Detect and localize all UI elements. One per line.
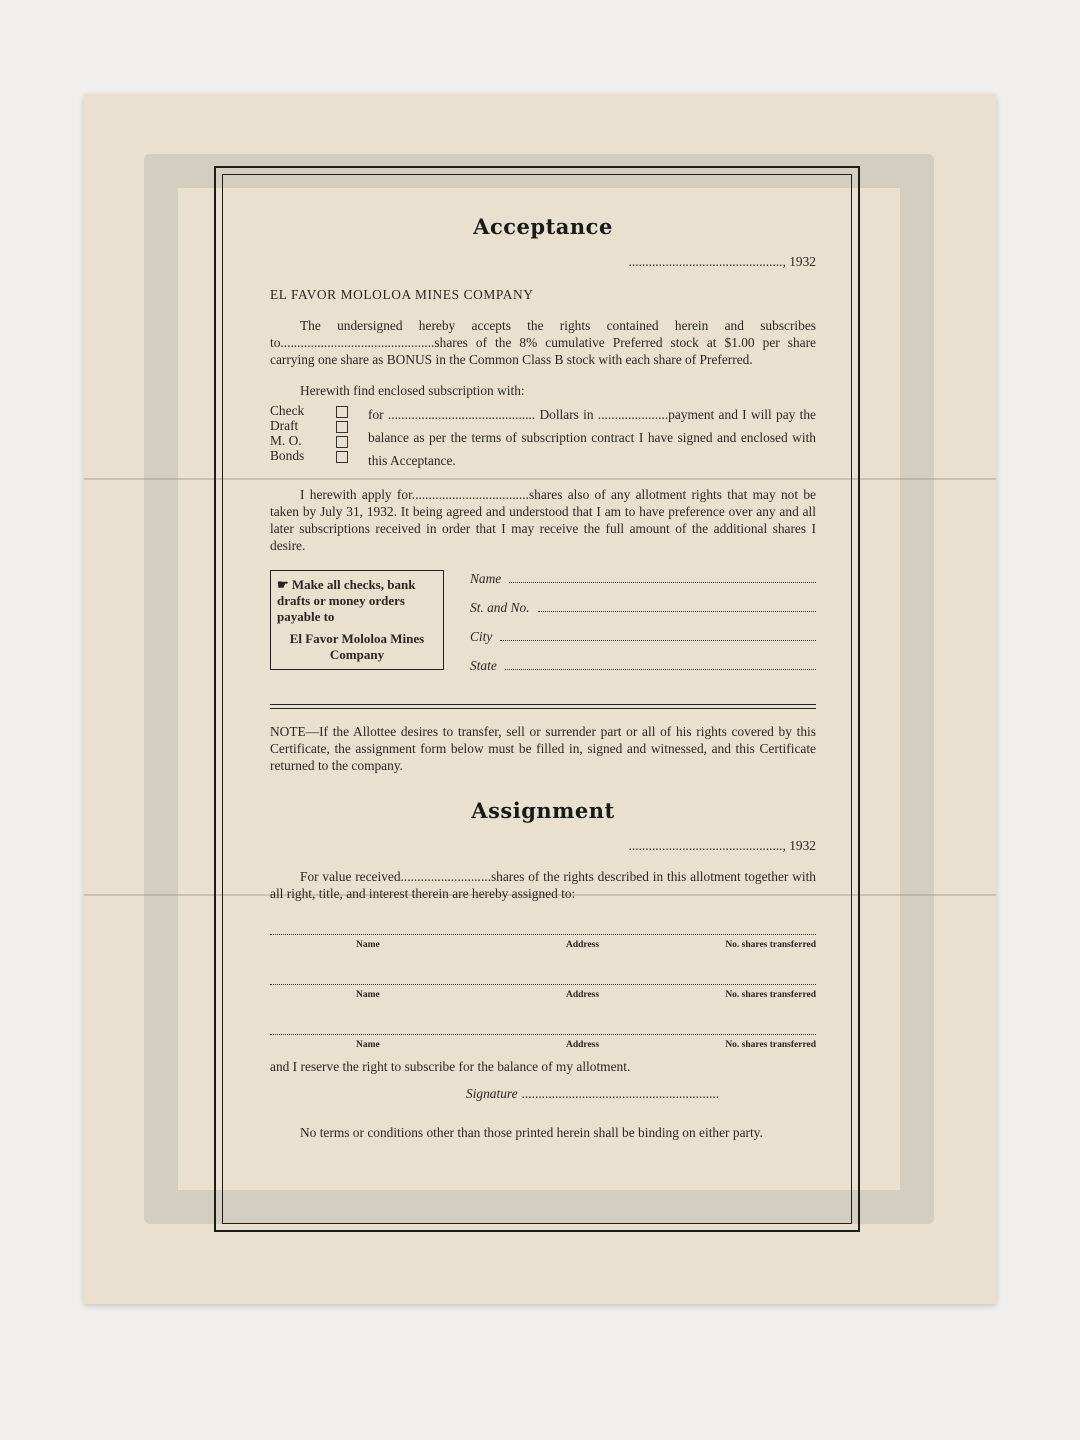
assignee-name-label: Name <box>356 940 380 950</box>
payment-label: Draft <box>270 418 299 433</box>
herewith-line: Herewith find enclosed subscription with: <box>300 383 525 398</box>
bonds-checkbox[interactable] <box>336 451 348 463</box>
payment-text: for ............................................ Dollars in .....................payment and I will pay the balance as per the terms of subscription contract I have signed and enclosed with this Acceptance. <box>368 407 816 468</box>
reserve-statement: and I reserve the right to subscribe for the balance of my allotment. <box>270 1059 631 1074</box>
money-order-checkbox[interactable] <box>336 436 348 448</box>
assignee-name-label: Name <box>356 1040 380 1050</box>
payment-method-section <box>270 403 816 472</box>
form-frame <box>214 166 860 1232</box>
assignee-shares-label: No. shares transferred <box>725 940 816 950</box>
pointing-hand-icon: ☛ <box>277 577 289 592</box>
street-label: St. and No. <box>470 600 530 615</box>
state-field[interactable] <box>505 657 816 670</box>
payment-label: M. O. <box>270 433 302 448</box>
transfer-note: NOTE—If the Allottee desires to transfer, sell or surrender part or all of his rights covered by this Certificate, the assignment form below must be filled in, signed and witnessed, and this Certificate returned to the company. <box>270 724 816 773</box>
city-field[interactable] <box>500 628 816 641</box>
assignee-address-label: Address <box>565 1040 600 1050</box>
assignee-shares-label: No. shares transferred <box>725 1040 816 1050</box>
check-checkbox[interactable] <box>336 406 348 418</box>
company-name: EL FAVOR MOLOLOA MINES COMPANY <box>270 287 534 302</box>
payment-label: Bonds <box>270 448 305 463</box>
payment-label: Check <box>270 403 305 418</box>
divider <box>270 704 816 709</box>
assignment-title: Assignment <box>471 798 615 823</box>
document-sheet <box>84 94 996 1304</box>
state-label: State <box>470 658 497 673</box>
draft-checkbox[interactable] <box>336 421 348 433</box>
acceptance-paragraph: The undersigned hereby accepts the rights contained herein and subscribes to..............................................shares of the 8% cumulative Preferred stock at $1.00 per share carrying one share as BONUS in the Common Class B stock with each share of Preferred. <box>270 318 816 367</box>
name-field[interactable] <box>509 570 816 583</box>
form-content <box>270 214 816 1141</box>
assignee-line[interactable] <box>270 920 816 935</box>
address-fields <box>470 570 816 686</box>
payable-notice-box <box>270 570 444 670</box>
assignee-shares-label: No. shares transferred <box>725 990 816 1000</box>
assignee-line[interactable] <box>270 1020 816 1035</box>
acceptance-title: Acceptance <box>473 214 613 239</box>
notice-text: Make all checks, bank drafts or money orders payable to <box>277 577 416 624</box>
assignee-address-label: Address <box>565 940 600 950</box>
assignment-date-line: .............................................., 1932 <box>628 838 816 853</box>
notice-company: El Favor Mololoa Mines Company <box>289 631 425 662</box>
acceptance-date-line: .............................................., 1932 <box>628 254 816 269</box>
apply-paragraph: I herewith apply for...................................shares also of any allotment rights that may not be taken by July 31, 1932. It being agreed and understood that I am to have preference over any and all later subscriptions received in order that I may receive the full amount of the additional shares I desire. <box>270 487 816 553</box>
assignment-paragraph: For value received...........................shares of the rights described in this allotment together with all right, title, and interest therein are hereby assigned to: <box>270 869 816 901</box>
signature-label: Signature <box>466 1086 518 1101</box>
signature-line[interactable]: Signature ........................................................... <box>466 1086 720 1101</box>
assignee-lines <box>270 920 816 1054</box>
street-field[interactable] <box>538 599 816 612</box>
assignee-line[interactable] <box>270 970 816 985</box>
assignee-name-label: Name <box>356 990 380 1000</box>
terms-statement: No terms or conditions other than those printed herein shall be binding on either party. <box>300 1125 763 1140</box>
assignee-address-label: Address <box>565 990 600 1000</box>
city-label: City <box>470 629 493 644</box>
name-label: Name <box>470 571 502 586</box>
